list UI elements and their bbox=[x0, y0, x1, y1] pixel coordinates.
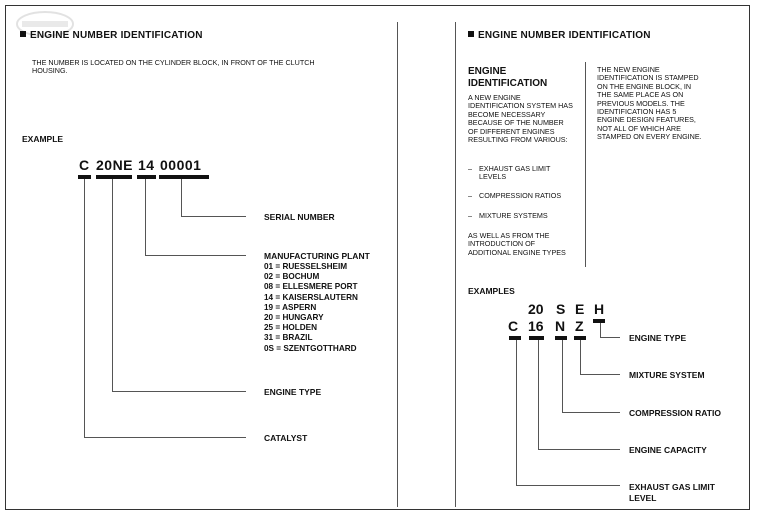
leader-mixture-h bbox=[580, 374, 620, 375]
code-top-20: 20 bbox=[528, 301, 544, 317]
leader-compression-h bbox=[562, 412, 620, 413]
square-bullet-icon bbox=[20, 31, 26, 37]
code-h-bar bbox=[593, 319, 605, 323]
code-bottom-c: C bbox=[508, 318, 519, 334]
side-note: THE NEW ENGINE IDENTIFICATION IS STAMPED ON THE ENGINE BLOCK, IN THE SAME PLACE AS ON PREVIOUS MODELS. THE IDENTIFICATION HAS 5 ENGINE DESIGN FEATURES, NOT ALL OF WHICH ARE STAMPED ON EVERY ENGINE. bbox=[597, 65, 702, 142]
leader-exhaust-h bbox=[516, 485, 620, 486]
plant-item: 19 = ASPERN bbox=[264, 302, 317, 312]
example-label: EXAMPLE bbox=[22, 134, 64, 144]
code-bottom-n: N bbox=[555, 318, 566, 334]
catalyst-label: CATALYST bbox=[264, 433, 308, 443]
right-title: ENGINE NUMBER IDENTIFICATION bbox=[468, 30, 651, 41]
code-c-bar bbox=[509, 336, 521, 340]
leader-mixture-v bbox=[580, 340, 581, 374]
bullet-item: – MIXTURE SYSTEMS bbox=[468, 211, 548, 220]
code-plant: 14 bbox=[138, 157, 155, 173]
leader-catalyst-v bbox=[84, 179, 85, 437]
code-bottom-16: 16 bbox=[528, 318, 544, 334]
leader-type-h bbox=[112, 391, 246, 392]
intro-text: A NEW ENGINE IDENTIFICATION SYSTEM HAS BECOME NECESSARY BECAUSE OF THE NUMBER OF DIFFERENT ENGINES RESULTING FROM VARIOUS: bbox=[468, 93, 573, 145]
code-serial: 00001 bbox=[160, 157, 202, 173]
code-n-bar bbox=[555, 336, 567, 340]
leader-engine-type-v bbox=[600, 323, 601, 337]
serial-number-label: SERIAL NUMBER bbox=[264, 212, 335, 222]
engine-capacity-label: ENGINE CAPACITY bbox=[629, 445, 707, 455]
manufacturing-plant-label: MANUFACTURING PLANT bbox=[264, 251, 370, 261]
bullet-item: – COMPRESSION RATIOS bbox=[468, 191, 562, 200]
leader-type-v bbox=[112, 179, 113, 391]
mixture-system-label: MIXTURE SYSTEM bbox=[629, 370, 705, 380]
plant-item: 31 = BRAZIL bbox=[264, 333, 313, 343]
plant-item: 20 = HUNGARY bbox=[264, 313, 324, 323]
outro-text: AS WELL AS FROM THE INTRODUCTION OF ADDITIONAL ENGINE TYPES bbox=[468, 231, 566, 257]
engine-identification-heading: ENGINE IDENTIFICATION bbox=[468, 66, 548, 89]
leader-serial-v bbox=[181, 179, 182, 216]
column-divider-right bbox=[455, 22, 456, 507]
leader-serial-h bbox=[181, 216, 246, 217]
code-top-e: E bbox=[575, 301, 585, 317]
leader-capacity-v bbox=[538, 340, 539, 449]
leader-engine-type-h bbox=[600, 337, 620, 338]
square-bullet-icon bbox=[468, 31, 474, 37]
code-plant-bar bbox=[137, 175, 156, 179]
engine-type-label: ENGINE TYPE bbox=[264, 387, 322, 397]
engine-type-label-right: ENGINE TYPE bbox=[629, 333, 687, 343]
code-top-h: H bbox=[594, 301, 605, 317]
code-top-s: S bbox=[556, 301, 566, 317]
leader-compression-v bbox=[562, 340, 563, 412]
leader-plant-v bbox=[145, 179, 146, 255]
plant-item: 25 = HOLDEN bbox=[264, 323, 318, 333]
plant-item: 0S = SZENTGOTTHARD bbox=[264, 343, 357, 353]
leader-exhaust-v bbox=[516, 340, 517, 485]
plant-item: 08 = ELLESMERE PORT bbox=[264, 282, 358, 292]
plant-item: 14 = KAISERSLAUTERN bbox=[264, 292, 358, 302]
plant-item: 02 = BOCHUM bbox=[264, 272, 320, 282]
code-c: C bbox=[79, 157, 90, 173]
leader-catalyst-h bbox=[84, 437, 246, 438]
code-displacement: 20NE bbox=[96, 157, 134, 173]
code-16-bar bbox=[529, 336, 544, 340]
bullet-item: – EXHAUST GAS LIMIT LEVELS bbox=[468, 164, 551, 182]
note-divider bbox=[585, 62, 586, 267]
column-divider-left bbox=[397, 22, 398, 507]
plant-list bbox=[264, 262, 358, 354]
left-description: THE NUMBER IS LOCATED ON THE CYLINDER BLOCK, IN FRONT OF THE CLUTCH HOUSING. bbox=[32, 58, 315, 76]
code-displacement-bar bbox=[96, 175, 132, 179]
plant-item: 01 = RUESSELSHEIM bbox=[264, 262, 348, 271]
left-title: ENGINE NUMBER IDENTIFICATION bbox=[20, 30, 203, 41]
compression-ratio-label: COMPRESSION RATIO bbox=[629, 408, 721, 418]
code-serial-bar bbox=[159, 175, 209, 179]
leader-capacity-h bbox=[538, 449, 620, 450]
examples-label: EXAMPLES bbox=[468, 286, 515, 296]
leader-plant-h bbox=[145, 255, 246, 256]
exhaust-gas-label: EXHAUST GAS LIMIT LEVEL bbox=[629, 482, 715, 503]
code-bottom-z: Z bbox=[575, 318, 584, 334]
